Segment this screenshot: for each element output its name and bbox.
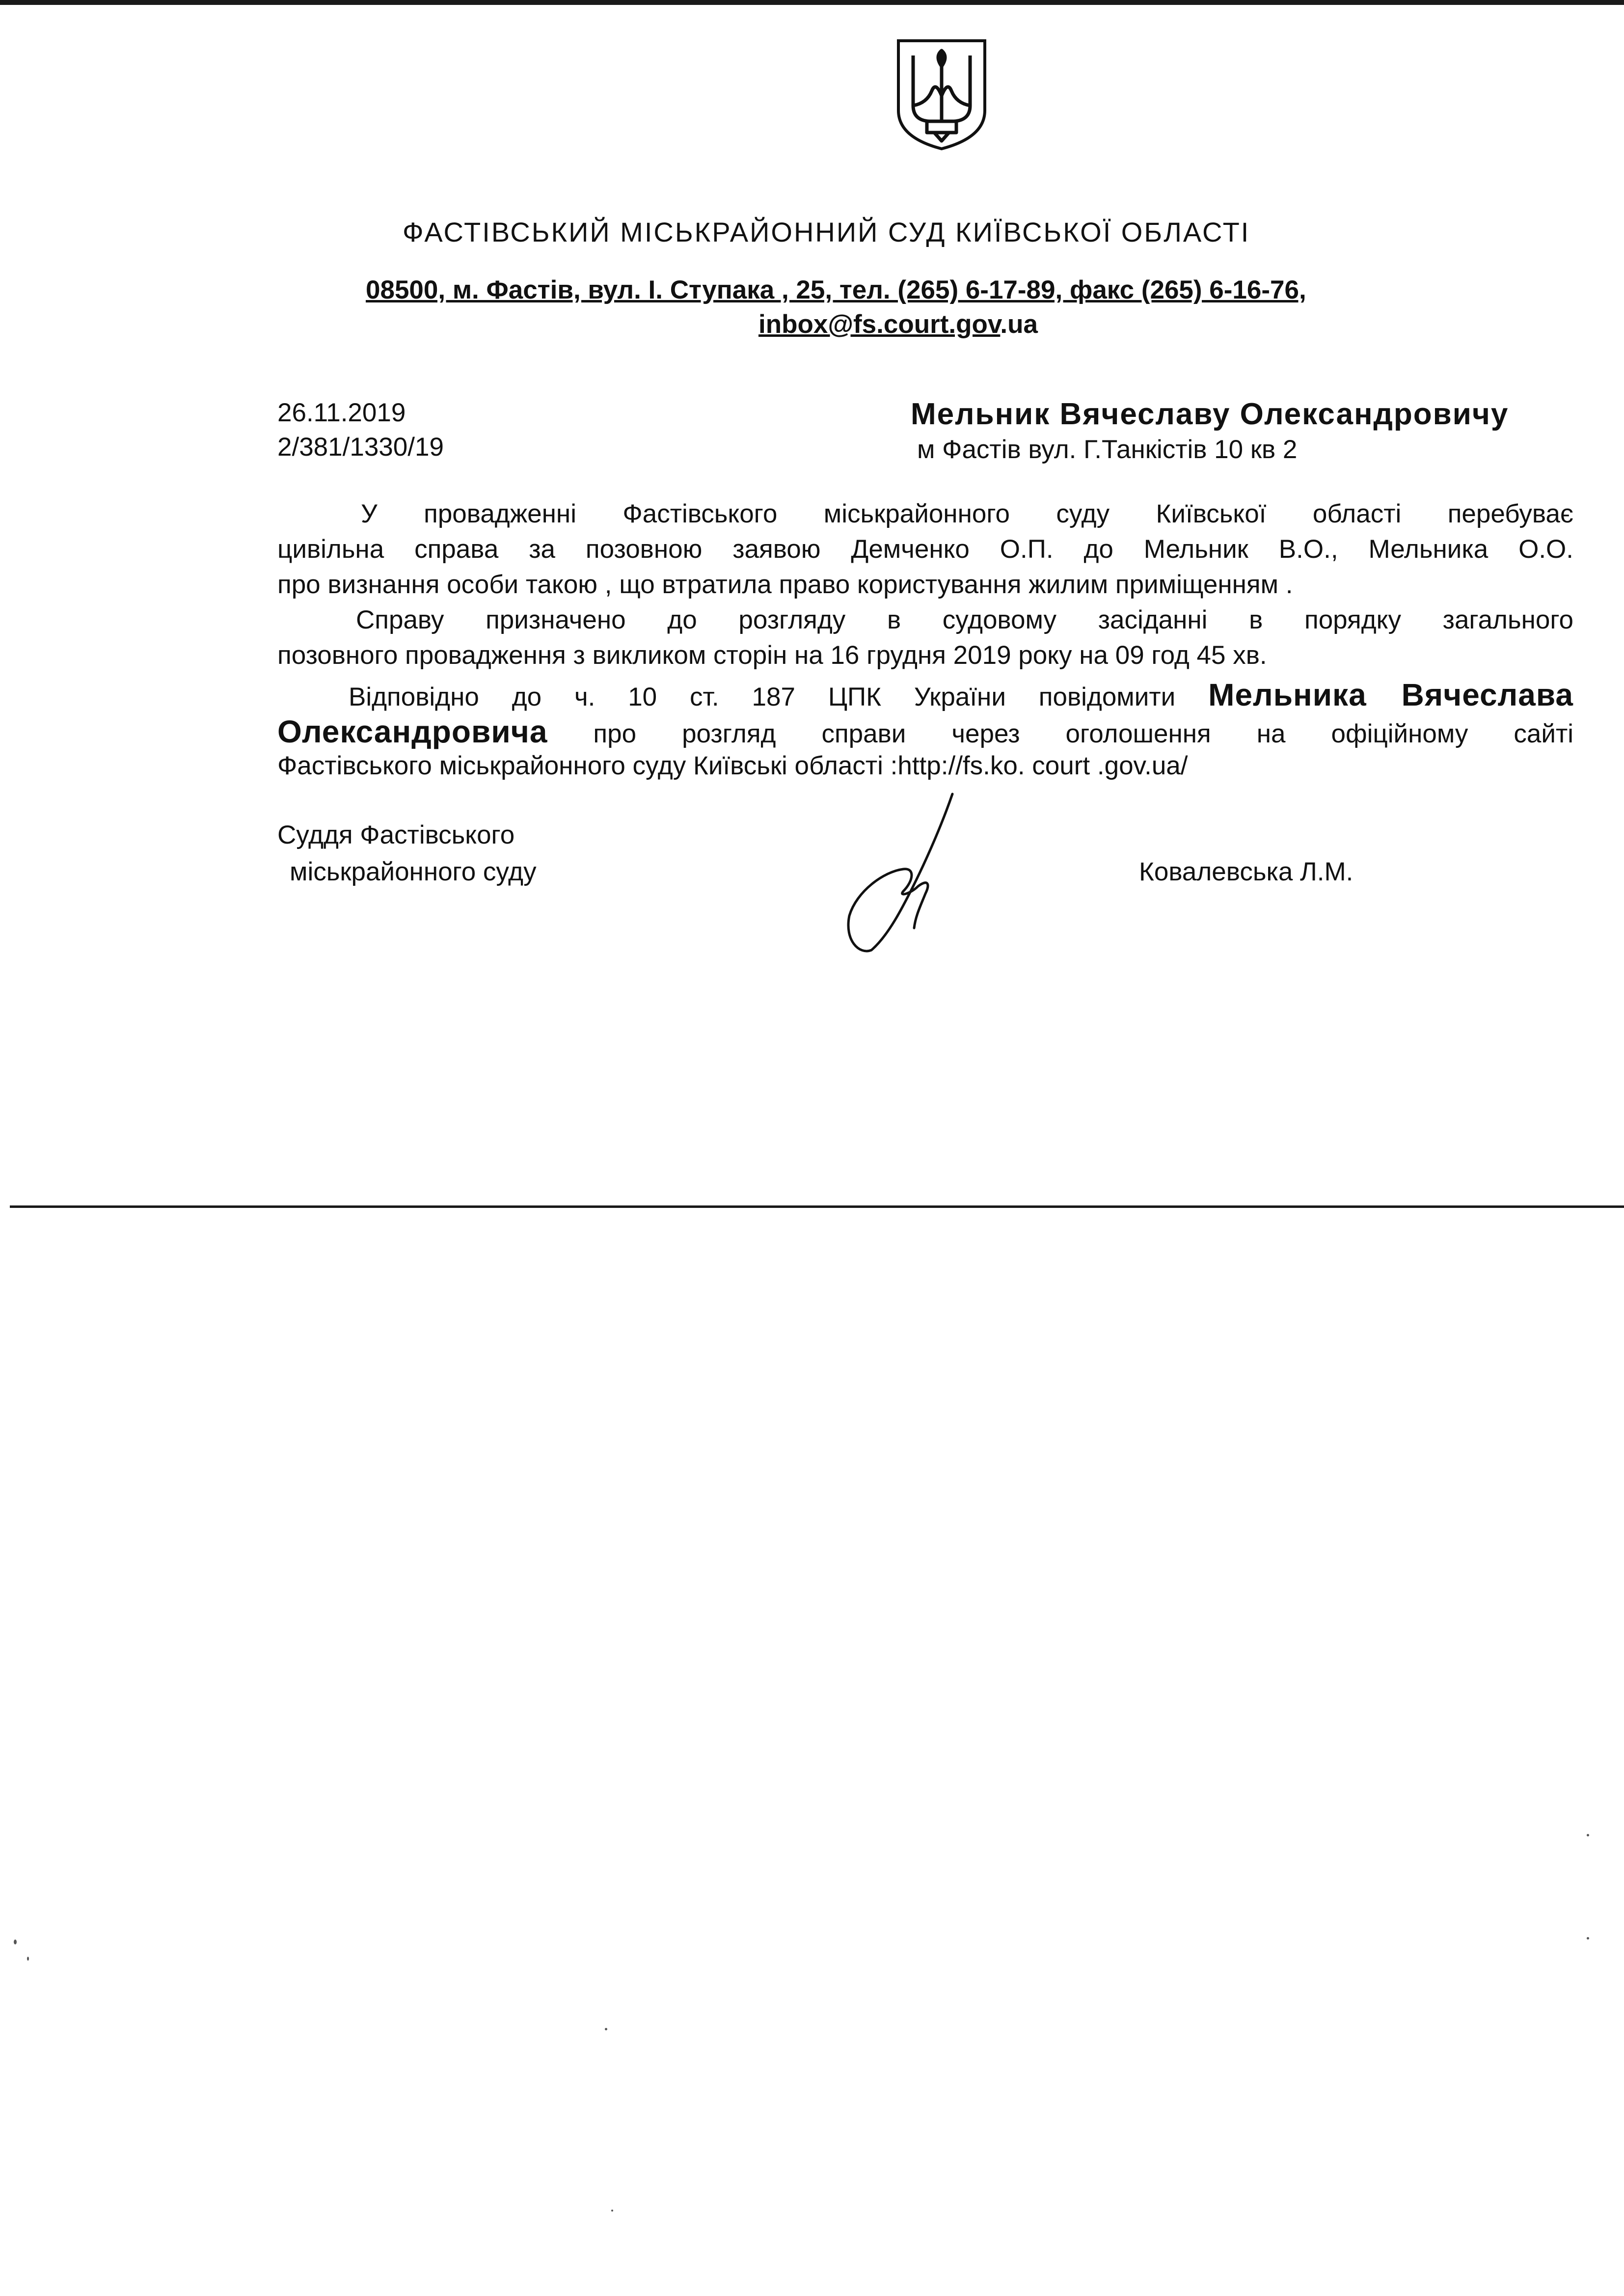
- handwritten-signature: [830, 788, 962, 955]
- scan-speck: [27, 1957, 29, 1961]
- body-paragraph-3-lead: Відповідно до ч. 10 ст. 187 ЦПК України повідомити: [349, 683, 1176, 711]
- recipient-name: Мельник Вячеславу Олександровичу: [911, 397, 1509, 431]
- page-divider: [10, 1205, 1624, 1208]
- body-paragraph-3-continuation: про розгляд справи через оголошення на офіційному сайті: [593, 719, 1574, 748]
- scan-speck: [605, 2028, 607, 2030]
- document-date: 26.11.2019: [277, 398, 406, 427]
- judge-title-line-1: Суддя Фастівського: [277, 820, 515, 849]
- body-paragraph-3-line-1: [349, 679, 1573, 711]
- document-number: 2/381/1330/19: [277, 433, 444, 462]
- court-email-link[interactable]: inbox@fs.court.gov: [758, 310, 1001, 339]
- body-paragraph-2-line-1: Справу призначено до розгляду в судовому засіданні в порядку загального: [356, 605, 1573, 634]
- body-paragraph-1-line-1: У провадженні Фастівського міськрайонного суду Київської області перебуває: [361, 499, 1573, 528]
- body-paragraph-3-line-2: [277, 716, 1573, 747]
- body-paragraph-1-line-2: цивільна справа за позовною заявою Демченко О.П. до Мельник В.О., Мельника О.О.: [277, 535, 1573, 564]
- tryzub-emblem-icon: [893, 37, 991, 152]
- scan-edge-top: [0, 0, 1624, 5]
- scan-speck: [14, 1940, 17, 1944]
- recipient-address: м Фастів вул. Г.Танкістів 10 кв 2: [917, 435, 1298, 464]
- defendant-name-part-2: Олександровича: [277, 714, 548, 749]
- court-address: 08500, м. Фастів, вул. І. Ступака , 25, тел. (265) 6-17-89, факс (265) 6-16-76,: [366, 275, 1306, 304]
- court-email-tail: .ua: [1000, 310, 1038, 339]
- judge-name: Ковалевська Л.М.: [1139, 857, 1353, 886]
- defendant-name-part-1: Мельника Вячеслава: [1208, 677, 1573, 712]
- body-paragraph-3-line-3: Фастівського міськрайонного суду Київські області :http://fs.ko. court .gov.ua/: [277, 751, 1188, 780]
- court-email: [758, 309, 1038, 339]
- court-name: ФАСТІВСЬКИЙ МІСЬКРАЙОННИЙ СУД КИЇВСЬКОЇ ОБЛАСТІ: [403, 217, 1250, 247]
- scan-speck: [611, 2210, 613, 2212]
- scan-speck: [1587, 1834, 1589, 1836]
- body-paragraph-2-line-2: позовного провадження з викликом сторін на 16 грудня 2019 року на 09 год 45 хв.: [277, 641, 1267, 670]
- scan-speck: [1587, 1937, 1589, 1940]
- judge-title-line-2: міськрайонного суду: [290, 857, 537, 886]
- body-paragraph-1-line-3: про визнання особи такою , що втратила право користування жилим приміщенням .: [277, 570, 1293, 599]
